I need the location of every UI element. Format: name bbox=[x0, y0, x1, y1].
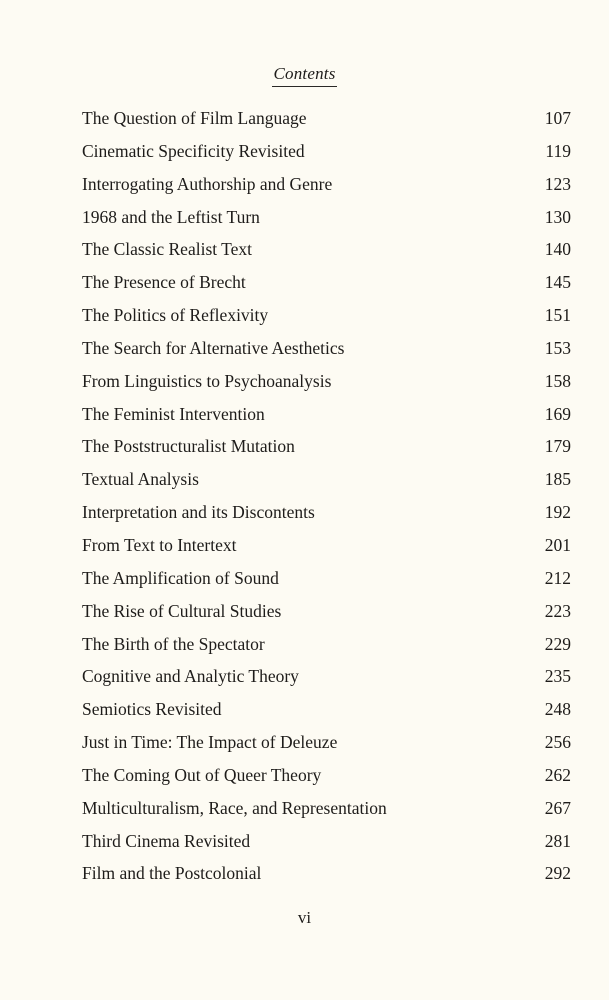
toc-entry-page-number: 158 bbox=[544, 370, 571, 391]
toc-entry-page-number: 119 bbox=[545, 140, 571, 161]
toc-entry-title: Multiculturalism, Race, and Representation bbox=[82, 797, 387, 818]
toc-entry-page-number: 140 bbox=[544, 239, 571, 260]
toc-entry bbox=[82, 759, 571, 792]
toc-entry-page-number: 192 bbox=[544, 502, 571, 523]
toc-entry-title: The Search for Alternative Aesthetics bbox=[82, 337, 345, 358]
toc-entry bbox=[82, 529, 571, 562]
toc-entry bbox=[82, 332, 571, 365]
toc-entry-title: The Question of Film Language bbox=[82, 108, 307, 128]
toc-entry-title: Just in Time: The Impact of Deleuze bbox=[82, 732, 338, 753]
toc-entry-page-number: 281 bbox=[544, 830, 571, 851]
toc-entry bbox=[82, 595, 571, 628]
toc-entry bbox=[82, 233, 571, 266]
table-of-contents bbox=[82, 102, 571, 890]
toc-entry-title: The Politics of Reflexivity bbox=[82, 305, 269, 326]
toc-entry-title: Interpretation and its Discontents bbox=[82, 502, 315, 523]
toc-entry-page-number: 262 bbox=[544, 764, 571, 785]
toc-entry-title: The Poststructuralist Mutation bbox=[82, 436, 295, 457]
toc-entry bbox=[82, 463, 571, 496]
toc-entry bbox=[82, 496, 571, 529]
toc-entry-title: Film and the Postcolonial bbox=[82, 863, 262, 884]
toc-entry-page-number: 292 bbox=[544, 863, 571, 884]
toc-entry-page-number: 212 bbox=[544, 567, 571, 588]
toc-entry bbox=[82, 430, 571, 463]
toc-entry bbox=[82, 825, 571, 858]
toc-entry-title: From Linguistics to Psychoanalysis bbox=[82, 370, 332, 391]
running-head-title: Contents bbox=[272, 64, 336, 87]
toc-entry-page-number: 201 bbox=[544, 534, 571, 555]
toc-entry bbox=[82, 726, 571, 759]
toc-entry bbox=[82, 857, 571, 890]
page-header bbox=[0, 64, 609, 87]
toc-entry-title: Cognitive and Analytic Theory bbox=[82, 666, 299, 687]
toc-entry-title: The Birth of the Spectator bbox=[82, 633, 265, 654]
toc-entry bbox=[82, 266, 571, 299]
toc-entry bbox=[82, 299, 571, 332]
toc-entry bbox=[82, 792, 571, 825]
toc-entry-page-number: 248 bbox=[544, 699, 571, 720]
toc-entry bbox=[82, 365, 571, 398]
toc-entry bbox=[82, 168, 571, 201]
toc-entry-page-number: 223 bbox=[544, 600, 571, 621]
toc-entry-title: Third Cinema Revisited bbox=[82, 830, 251, 851]
toc-entry-page-number: 256 bbox=[544, 732, 571, 753]
toc-entry-title: The Amplification of Sound bbox=[82, 567, 279, 588]
toc-entry-page-number: 123 bbox=[544, 173, 571, 194]
toc-entry-title: Cinematic Specificity Revisited bbox=[82, 140, 305, 161]
toc-entry-title: The Presence of Brecht bbox=[82, 272, 246, 293]
toc-entry-page-number: 267 bbox=[544, 797, 571, 818]
toc-entry-title: The Feminist Intervention bbox=[82, 403, 265, 424]
toc-entry-title: 1968 and the Leftist Turn bbox=[82, 206, 260, 227]
toc-entry-title: Textual Analysis bbox=[82, 469, 199, 490]
toc-entry-title: From Text to Intertext bbox=[82, 534, 237, 555]
toc-entry bbox=[82, 693, 571, 726]
toc-entry-page-number: 185 bbox=[544, 469, 571, 490]
toc-entry-page-number: 153 bbox=[544, 337, 571, 358]
toc-entry bbox=[82, 660, 571, 693]
toc-entry-title: Semiotics Revisited bbox=[82, 699, 222, 720]
page-number: vi bbox=[297, 908, 312, 927]
toc-entry-page-number: 169 bbox=[544, 403, 571, 424]
toc-entry-title: The Classic Realist Text bbox=[82, 239, 253, 260]
toc-entry-page-number: 229 bbox=[544, 633, 571, 654]
toc-entry-page-number: 151 bbox=[544, 305, 571, 326]
toc-entry-title: The Rise of Cultural Studies bbox=[82, 600, 282, 621]
toc-entry-page-number: 130 bbox=[544, 206, 571, 227]
toc-entry-page-number: 145 bbox=[544, 272, 571, 293]
toc-entry bbox=[82, 102, 571, 135]
toc-entry bbox=[82, 562, 571, 595]
toc-entry bbox=[82, 628, 571, 661]
toc-entry bbox=[82, 201, 571, 234]
toc-entry bbox=[82, 135, 571, 168]
toc-entry-title: The Coming Out of Queer Theory bbox=[82, 764, 322, 785]
toc-entry bbox=[82, 398, 571, 431]
toc-entry-page-number: 179 bbox=[544, 436, 571, 457]
toc-entry-page-number: 107 bbox=[544, 108, 571, 128]
toc-entry-title: Interrogating Authorship and Genre bbox=[82, 173, 333, 194]
toc-entry-page-number: 235 bbox=[544, 666, 571, 687]
